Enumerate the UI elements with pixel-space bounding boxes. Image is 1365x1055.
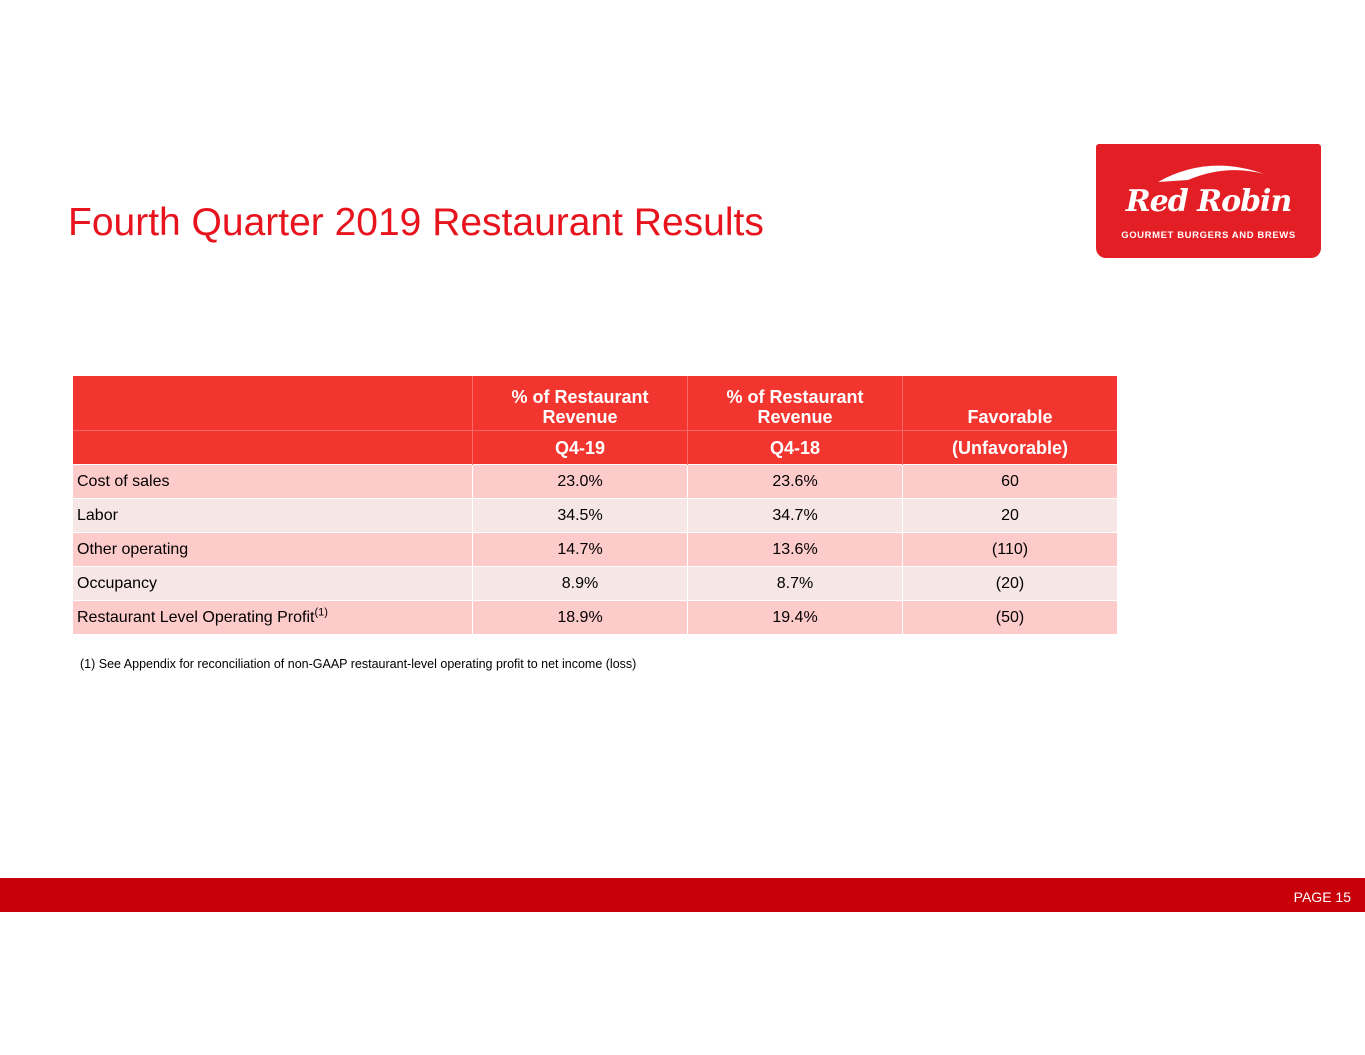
q4-18-value: 23.6% bbox=[688, 465, 903, 499]
favorable-value: (20) bbox=[903, 567, 1118, 601]
favorable-value: (110) bbox=[903, 533, 1118, 567]
header-cell: Q4-18 bbox=[688, 431, 903, 465]
q4-19-value: 8.9% bbox=[473, 567, 688, 601]
row-label: Labor bbox=[73, 499, 473, 533]
page-number: PAGE 15 bbox=[1293, 889, 1351, 905]
table-row bbox=[73, 533, 1117, 567]
row-label: Other operating bbox=[73, 533, 473, 567]
q4-18-value: 34.7% bbox=[688, 499, 903, 533]
red-robin-logo bbox=[1096, 144, 1321, 258]
logo-wordmark: Red Robin bbox=[1125, 184, 1292, 219]
q4-18-value: 13.6% bbox=[688, 533, 903, 567]
footer-bar bbox=[0, 878, 1365, 912]
row-label: Occupancy bbox=[73, 567, 473, 601]
q4-19-value: 34.5% bbox=[473, 499, 688, 533]
table-row bbox=[73, 567, 1117, 601]
table-row bbox=[73, 499, 1117, 533]
table-header-row bbox=[73, 431, 1117, 465]
q4-19-value: 18.9% bbox=[473, 601, 688, 635]
table-header-row bbox=[73, 376, 1117, 431]
row-label: Cost of sales bbox=[73, 465, 473, 499]
header-cell: Favorable bbox=[903, 376, 1118, 431]
table-row bbox=[73, 601, 1117, 635]
footnote: (1) See Appendix for reconciliation of non-GAAP restaurant-level operating profit to net income (loss) bbox=[80, 657, 637, 671]
footnote-marker: (1) bbox=[314, 606, 328, 619]
favorable-value: 60 bbox=[903, 465, 1118, 499]
q4-19-value: 23.0% bbox=[473, 465, 688, 499]
header-cell: % of Restaurant Revenue bbox=[473, 376, 688, 431]
q4-18-value: 19.4% bbox=[688, 601, 903, 635]
favorable-value: (50) bbox=[903, 601, 1118, 635]
header-cell bbox=[73, 431, 473, 465]
row-label bbox=[73, 601, 473, 635]
q4-19-value: 14.7% bbox=[473, 533, 688, 567]
favorable-value: 20 bbox=[903, 499, 1118, 533]
header-cell: (Unfavorable) bbox=[903, 431, 1118, 465]
table-row bbox=[73, 465, 1117, 499]
header-cell: % of Restaurant Revenue bbox=[688, 376, 903, 431]
header-cell bbox=[73, 376, 473, 431]
logo-tagline: GOURMET BURGERS AND BREWS bbox=[1121, 230, 1296, 241]
row-label-text: Restaurant Level Operating Profit bbox=[77, 608, 315, 626]
header-cell: Q4-19 bbox=[473, 431, 688, 465]
restaurant-results-table bbox=[73, 376, 1117, 634]
q4-18-value: 8.7% bbox=[688, 567, 903, 601]
page-title: Fourth Quarter 2019 Restaurant Results bbox=[68, 201, 764, 244]
